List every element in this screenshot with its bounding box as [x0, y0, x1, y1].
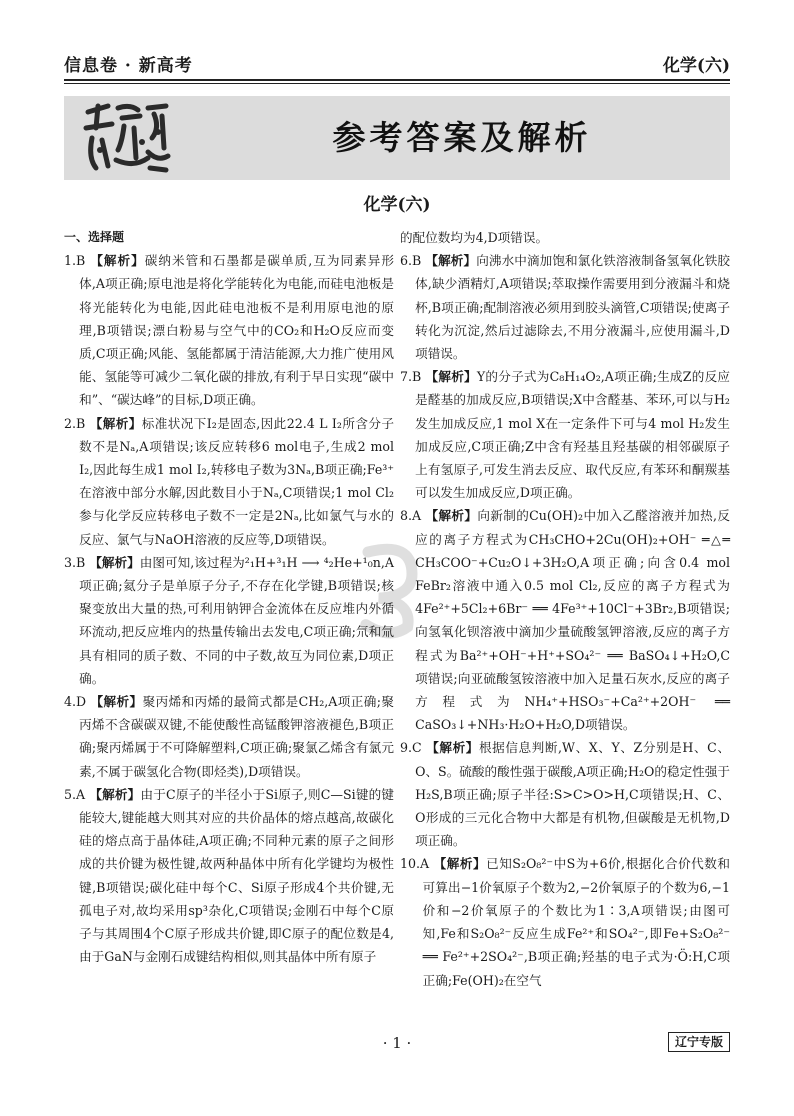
- analysis-tag: 【解析】: [89, 786, 141, 802]
- section-heading: 一、选择题: [64, 230, 125, 244]
- analysis-tag: 【解析】: [89, 415, 142, 431]
- analysis-text: 碳纳米管和石墨都是碳单质,互为同素异形体,A项正确;原电池是将化学能转化为电能,而硅电池板是将光能转化为电能,因此硅电池板不是利用原电池的原理,B项错误;漂白粉易与空气中的CO₂和H₂O反应而变质,C项正确;风能、氢能都属于清洁能源,大力推广使用风能、氢能等可减少二氧化碳的排放,有利于早日实现“碳中和”、“碳达峰”的目标,D项正确。: [79, 253, 394, 408]
- banner-title: 参考答案及解析: [332, 118, 592, 157]
- answer-number: 6.B: [400, 253, 422, 269]
- edition-badge: 辽宁专版: [668, 1032, 730, 1052]
- analysis-text: 的配位数均为4,D项错误。: [400, 230, 549, 245]
- answer-number: 9.C: [400, 740, 422, 756]
- analysis-tag: 【解析】: [89, 554, 140, 570]
- analysis-text: 向新制的Cu(OH)₂中加入乙醛溶液并加热,反应的离子方程式为CH₃CHO+2Cu(OH)₂+OH⁻ ═△═ CH₃COO⁻+Cu₂O↓+3H₂O,A项正确;向含0.4 mol FeBr₂溶液中通入0.5 mol Cl₂,反应的离子方程式为4Fe²⁺+5Cl₂+6Br⁻ ══ 4Fe³⁺+10Cl⁻+3Br₂,B项错误;向氢氧化钡溶液中滴加少量硫酸氢钾溶液,反应的离子方程式为Ba²⁺+OH⁻+H⁺+SO₄²⁻ ══ BaSO₄↓+H₂O,C项错误;向亚硫酸氢铵溶液中加入足量石灰水,反应的离子方程式为NH₄⁺+HSO₃⁻+Ca²⁺+2OH⁻ ══ CaSO₃↓+NH₃·H₂O+H₂O,D项错误。: [415, 508, 731, 733]
- answer-item-q8: [400, 504, 730, 736]
- analysis-text: 由图可知,该过程为²₁H+³₁H ⟶ ⁴₂He+¹₀n,A项正确;氦分子是单原子分子,不存在化学键,B项错误;核聚变放出大量的热,可利用钠钾合金流体在反应堆内外循环流动,把反应堆内的热量传输出去发电,C项正确;氘和氚具有相同的质子数、不同的中子数,故互为同位素,D项正确。: [79, 554, 394, 686]
- header-subject: 化学(六): [662, 56, 730, 76]
- answer-item-q3: [64, 551, 394, 690]
- answer-number: 10.A: [400, 856, 430, 872]
- analysis-tag: 【解析】: [90, 253, 145, 269]
- answer-column-right: [400, 226, 730, 992]
- answer-item-q5: [64, 783, 394, 969]
- calligraphy-seal-logo: [78, 98, 174, 178]
- answer-item-q2: [64, 412, 394, 551]
- answer-column-left: [64, 226, 394, 969]
- answer-number: 2.B: [64, 415, 86, 431]
- title-banner: [64, 96, 730, 180]
- analysis-tag: 【解析】: [90, 694, 143, 710]
- analysis-tag: 【解析】: [425, 508, 478, 524]
- analysis-text: 由于C原子的半径小于Si原子,则C—Si键的键能较大,键能越大则其对应的共价晶体的熔点越高,故碳化硅的熔点高于晶体硅,A项正确;不同种元素的原子之间形成的共价键为极性键,故两种晶体中所有化学键均为极性键,B项错误;碳化硅中每个C、Si原子形成4个共价键,无孤电子对,故均采用sp³杂化,C项错误;金刚石中每个C原子与其周围4个C原子形成共价键,即C原子的配位数是4,由于GaN与金刚石成键结构相似,则其晶体中所有原子: [79, 786, 394, 965]
- answer-item-q5c: [400, 226, 730, 249]
- answer-item-q1: [64, 249, 394, 411]
- running-header: [64, 46, 730, 76]
- header-series: 信息卷 · 新高考: [64, 56, 193, 76]
- analysis-text: 向沸水中滴加饱和氯化铁溶液制备氢氧化铁胶体,缺少酒精灯,A项错误;萃取操作需要用到分液漏斗和烧杯,B项正确;配制溶液必须用到胶头滴管,C项错误;使离子转化为沉淀,然后过滤除去,不用分液漏斗,应使用漏斗,D项错误。: [415, 253, 731, 362]
- answer-number: 5.A: [64, 786, 86, 802]
- analysis-text: 标准状况下I₂是固态,因此22.4 L I₂所含分子数不是Nₐ,A项错误;该反应转移6 mol电子,生成2 mol I₂,因此每生成1 mol I₂,转移电子数为3Nₐ,B项正确;Fe³⁺在溶液中部分水解,因此数目小于Nₐ,C项错误;1 mol Cl₂参与化学反应转移电子数不一定是2Nₐ,比如氯气与水的反应、氯气与NaOH溶液的反应等,D项错误。: [79, 415, 394, 547]
- answer-number: 7.B: [400, 369, 422, 385]
- header-rule: [64, 79, 730, 81]
- header-rule-thin: [64, 83, 730, 84]
- answer-item-q10: [400, 852, 730, 991]
- analysis-text: 根据信息判断,W、X、Y、Z分别是H、C、O、S。硫酸的酸性强于碳酸,A项正确;H₂O的稳定性强于H₂S,B项正确;原子半径:S>C>O>H,C项错误;H、C、O形成的三元化合物中大都是有机物,但碳酸是无机物,D项正确。: [415, 740, 730, 849]
- answer-number: 3.B: [64, 554, 86, 570]
- answer-item-q7: [400, 365, 730, 504]
- analysis-tag: 【解析】: [426, 740, 479, 756]
- analysis-text: 聚丙烯和丙烯的最简式都是CH₂,A项正确;聚丙烯不含碳碳双键,不能使酸性高锰酸钾溶液褪色,B项正确;聚丙烯属于不可降解塑料,C项正确;聚氯乙烯含有氯元素,不属于碳氢化合物(即烃类),D项错误。: [79, 694, 395, 779]
- subject-title: 化学(六): [363, 195, 431, 215]
- analysis-text: Y的分子式为C₈H₁₄O₂,A项正确;生成Z的反应是醛基的加成反应,B项错误;X中含醛基、苯环,可以与H₂发生加成反应,1 mol X在一定条件下可与4 mol H₂发生加成反应,C项正确;Z中含有羟基且羟基碳的相邻碳原子上有氢原子,可发生消去反应、取代反应,有苯环和酮羰基可以发生加成反应,D项正确。: [415, 369, 730, 501]
- answer-item-q6: [400, 249, 730, 365]
- page-number: · 1 ·: [382, 1034, 412, 1052]
- answer-number: 1.B: [64, 253, 86, 269]
- analysis-tag: 【解析】: [425, 253, 477, 269]
- answer-item-q4: [64, 690, 394, 783]
- answer-item-q9: [400, 736, 730, 852]
- analysis-tag: 【解析】: [433, 856, 487, 872]
- analysis-tag: 【解析】: [425, 369, 477, 385]
- answer-number: 4.D: [64, 694, 87, 710]
- analysis-text: 已知S₂O₈²⁻中S为+6价,根据化合价代数和可算出−1价氧原子个数为2,−2价氧原子的个数为6,−1价和−2价氧原子的个数比为1∶3,A项错误;由图可知,Fe和S₂O₈²⁻反应生成Fe²⁺和SO₄²⁻,即Fe+S₂O₈²⁻ ══ Fe²⁺+2SO₄²⁻,B项正确;羟基的电子式为·Ö:H,C项正确;Fe(OH)₂在空气: [422, 856, 730, 988]
- answer-number: 8.A: [400, 508, 422, 524]
